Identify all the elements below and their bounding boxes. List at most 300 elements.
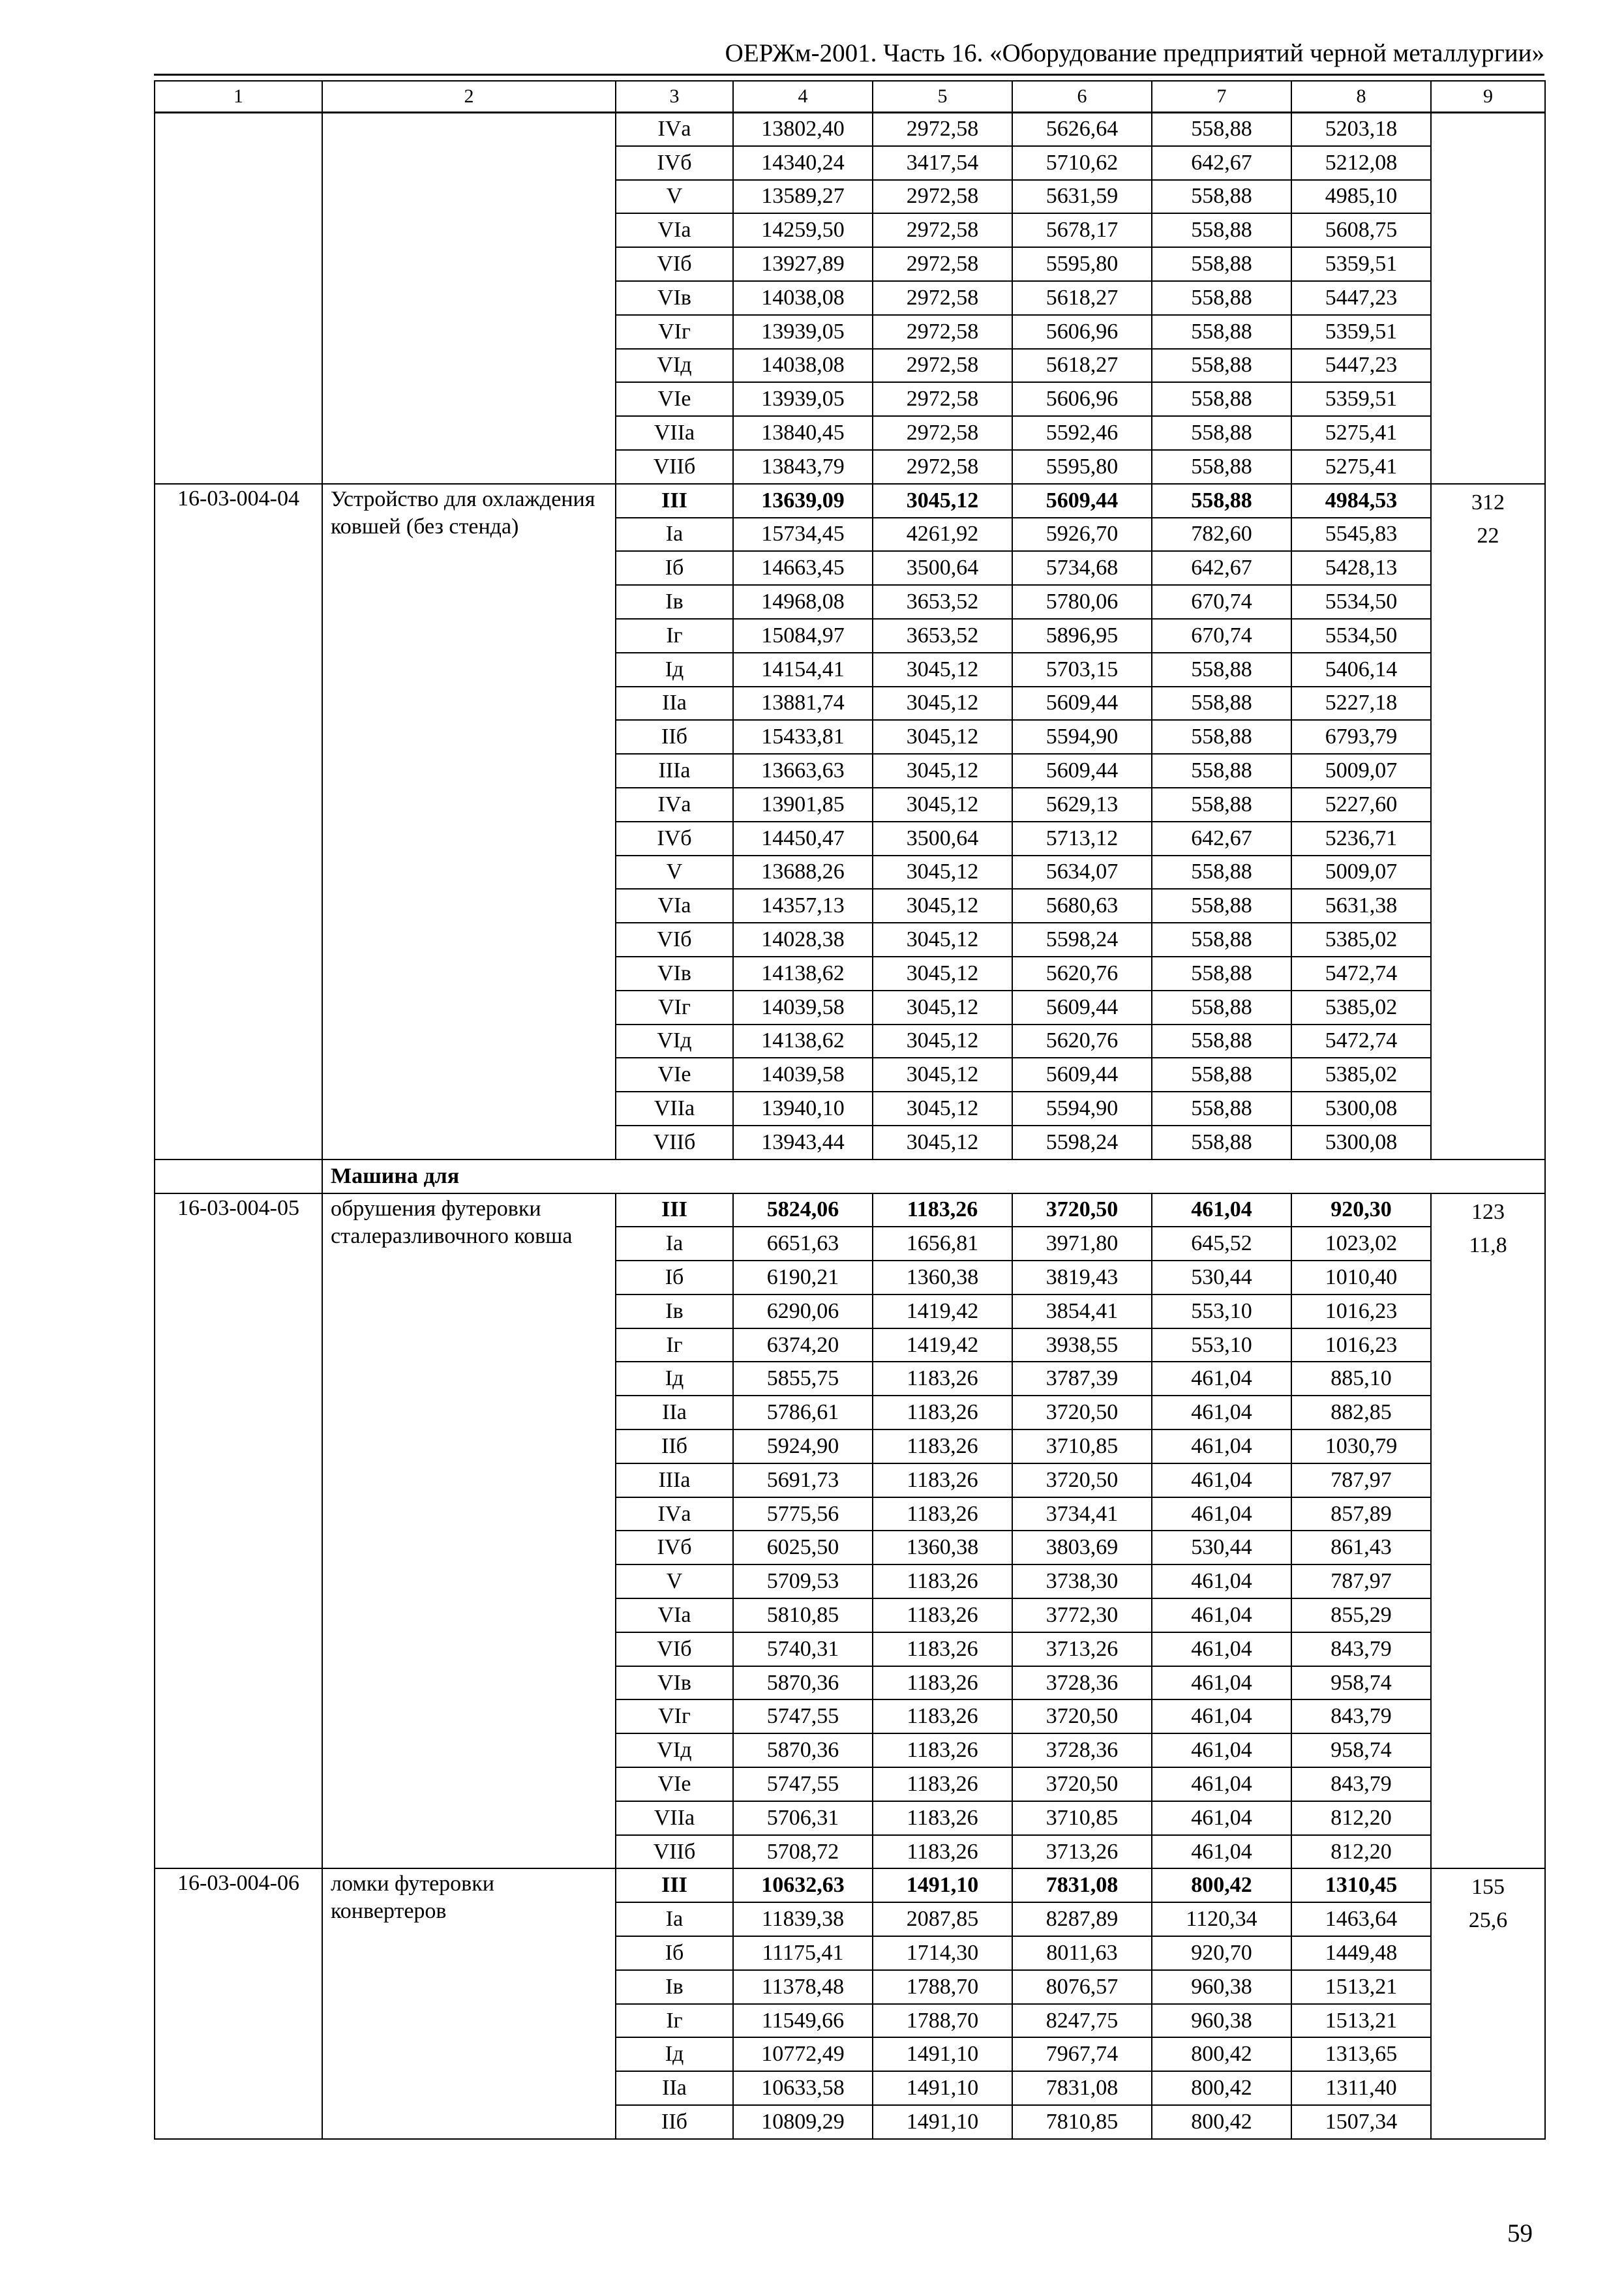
zone-cell: Iб (616, 1936, 733, 1970)
zone-cell: IIб (616, 720, 733, 754)
value-cell: 558,88 (1152, 416, 1291, 450)
column-number: 5 (873, 81, 1012, 112)
value-cell: 5472,74 (1291, 957, 1431, 991)
zone-cell: VIг (616, 991, 733, 1025)
column-number: 2 (322, 81, 616, 112)
value-cell: 11378,48 (733, 1970, 873, 2004)
value-cell: 553,10 (1152, 1328, 1291, 1362)
zone-cell: VIа (616, 1598, 733, 1632)
col9-cell (1431, 112, 1545, 484)
value-cell: 5212,08 (1291, 146, 1431, 180)
zone-cell: IIа (616, 2071, 733, 2105)
name-cell (322, 112, 616, 484)
col9-cell (1431, 484, 1545, 1159)
value-cell: 6793,79 (1291, 720, 1431, 754)
value-cell: 1507,34 (1291, 2105, 1431, 2139)
col9-value: 11,8 (1469, 1233, 1507, 1257)
value-cell: 6290,06 (733, 1294, 873, 1328)
group-title-row (155, 1159, 1545, 1193)
value-cell: 3728,36 (1012, 1733, 1152, 1767)
value-cell: 5708,72 (733, 1835, 873, 1869)
value-cell: 1788,70 (873, 2004, 1012, 2038)
col9-cell (1431, 1868, 1545, 2138)
value-cell: 1183,26 (873, 1564, 1012, 1598)
header-rule (154, 74, 1544, 76)
value-cell: 8076,57 (1012, 1970, 1152, 2004)
value-cell: 3854,41 (1012, 1294, 1152, 1328)
value-cell: 1449,48 (1291, 1936, 1431, 1970)
col9-value: 312 (1471, 490, 1505, 515)
zone-cell: VIд (616, 1733, 733, 1767)
zone-cell: IIб (616, 2105, 733, 2139)
value-cell: 1360,38 (873, 1261, 1012, 1294)
value-cell: 5545,83 (1291, 518, 1431, 552)
value-cell: 558,88 (1152, 856, 1291, 890)
value-cell: 3720,50 (1012, 1193, 1152, 1227)
value-cell: 5598,24 (1012, 1126, 1152, 1159)
value-cell: 787,97 (1291, 1463, 1431, 1497)
value-cell: 5634,07 (1012, 856, 1152, 890)
zone-cell: VIа (616, 889, 733, 923)
zone-cell: Iа (616, 1902, 733, 1936)
zone-cell: IVа (616, 1497, 733, 1531)
value-cell: 1183,26 (873, 1396, 1012, 1429)
column-number: 6 (1012, 81, 1152, 112)
zone-cell: VIIб (616, 450, 733, 484)
value-cell: 5775,56 (733, 1497, 873, 1531)
zone-cell: VIг (616, 1699, 733, 1733)
value-cell: 461,04 (1152, 1632, 1291, 1666)
value-cell: 13840,45 (733, 416, 873, 450)
value-cell: 7831,08 (1012, 2071, 1152, 2105)
value-cell: 2972,58 (873, 180, 1012, 214)
value-cell: 800,42 (1152, 2105, 1291, 2139)
value-cell: 5620,76 (1012, 1025, 1152, 1058)
value-cell: 1656,81 (873, 1227, 1012, 1261)
column-number: 3 (616, 81, 733, 112)
value-cell: 3500,64 (873, 822, 1012, 856)
value-cell: 461,04 (1152, 1362, 1291, 1396)
value-cell: 5703,15 (1012, 653, 1152, 687)
value-cell: 5609,44 (1012, 1058, 1152, 1092)
value-cell: 812,20 (1291, 1835, 1431, 1869)
value-cell: 1419,42 (873, 1328, 1012, 1362)
value-cell: 642,67 (1152, 551, 1291, 585)
value-cell: 800,42 (1152, 2037, 1291, 2071)
col9-value: 123 (1471, 1199, 1505, 1224)
value-cell: 5855,75 (733, 1362, 873, 1396)
value-cell: 558,88 (1152, 720, 1291, 754)
value-cell: 1419,42 (873, 1294, 1012, 1328)
value-cell: 461,04 (1152, 1699, 1291, 1733)
value-cell: 857,89 (1291, 1497, 1431, 1531)
zone-cell: Iа (616, 1227, 733, 1261)
value-cell: 5629,13 (1012, 788, 1152, 822)
value-cell: 843,79 (1291, 1632, 1431, 1666)
value-cell: 3787,39 (1012, 1362, 1152, 1396)
value-cell: 558,88 (1152, 315, 1291, 349)
value-cell: 5300,08 (1291, 1126, 1431, 1159)
value-cell: 855,29 (1291, 1598, 1431, 1632)
value-cell: 5609,44 (1012, 991, 1152, 1025)
value-cell: 6025,50 (733, 1531, 873, 1564)
value-cell: 558,88 (1152, 382, 1291, 416)
value-cell: 5620,76 (1012, 957, 1152, 991)
zone-cell: VIе (616, 382, 733, 416)
value-cell: 5747,55 (733, 1767, 873, 1801)
value-cell: 461,04 (1152, 1666, 1291, 1700)
zone-cell: Iг (616, 619, 733, 653)
zone-cell: VIа (616, 213, 733, 247)
value-cell: 3728,36 (1012, 1666, 1152, 1700)
value-cell: 1311,40 (1291, 2071, 1431, 2105)
value-cell: 5631,59 (1012, 180, 1152, 214)
value-cell: 5608,75 (1291, 213, 1431, 247)
item-code: 16-03-004-04 (155, 484, 322, 1159)
value-cell: 5824,06 (733, 1193, 873, 1227)
value-cell: 8287,89 (1012, 1902, 1152, 1936)
value-cell: 461,04 (1152, 1733, 1291, 1767)
value-cell: 1788,70 (873, 1970, 1012, 2004)
value-cell: 3045,12 (873, 856, 1012, 890)
value-cell: 920,70 (1152, 1936, 1291, 1970)
value-cell: 3045,12 (873, 788, 1012, 822)
table-row (155, 1868, 1545, 1902)
value-cell: 8247,75 (1012, 2004, 1152, 2038)
value-cell: 787,97 (1291, 1564, 1431, 1598)
value-cell: 558,88 (1152, 1025, 1291, 1058)
value-cell: 812,20 (1291, 1801, 1431, 1835)
value-cell: 5631,38 (1291, 889, 1431, 923)
value-cell: 2972,58 (873, 416, 1012, 450)
value-cell: 15084,97 (733, 619, 873, 653)
value-cell: 1183,26 (873, 1801, 1012, 1835)
zone-cell: Iг (616, 1328, 733, 1362)
value-cell: 3738,30 (1012, 1564, 1152, 1598)
zone-cell: VIб (616, 247, 733, 281)
value-cell: 13939,05 (733, 315, 873, 349)
value-cell: 558,88 (1152, 923, 1291, 957)
value-cell: 3720,50 (1012, 1396, 1152, 1429)
value-cell: 5609,44 (1012, 687, 1152, 721)
value-cell: 10809,29 (733, 2105, 873, 2139)
value-cell: 3045,12 (873, 720, 1012, 754)
value-cell: 7831,08 (1012, 1868, 1152, 1902)
value-cell: 1183,26 (873, 1733, 1012, 1767)
value-cell: 670,74 (1152, 585, 1291, 619)
value-cell: 1183,26 (873, 1429, 1012, 1463)
group-title: Машина для (322, 1159, 1545, 1193)
page-number: 59 (1507, 2219, 1533, 2247)
value-cell: 642,67 (1152, 146, 1291, 180)
value-cell: 5385,02 (1291, 1058, 1431, 1092)
value-cell: 3045,12 (873, 991, 1012, 1025)
value-cell: 5691,73 (733, 1463, 873, 1497)
zone-cell: IIа (616, 687, 733, 721)
value-cell: 558,88 (1152, 450, 1291, 484)
col9-cell (1431, 1193, 1545, 1869)
table-row (155, 484, 1545, 518)
value-cell: 1183,26 (873, 1362, 1012, 1396)
value-cell: 10772,49 (733, 2037, 873, 2071)
zone-cell: VIIа (616, 1801, 733, 1835)
value-cell: 558,88 (1152, 1092, 1291, 1126)
value-cell: 5609,44 (1012, 754, 1152, 788)
value-cell: 14450,47 (733, 822, 873, 856)
value-cell: 800,42 (1152, 1868, 1291, 1902)
value-cell: 3803,69 (1012, 1531, 1152, 1564)
value-cell: 3045,12 (873, 687, 1012, 721)
value-cell: 558,88 (1152, 653, 1291, 687)
value-cell: 920,30 (1291, 1193, 1431, 1227)
value-cell: 5595,80 (1012, 247, 1152, 281)
column-number: 7 (1152, 81, 1291, 112)
value-cell: 5606,96 (1012, 382, 1152, 416)
value-cell: 2972,58 (873, 349, 1012, 383)
zone-cell: Iд (616, 653, 733, 687)
value-cell: 5606,96 (1012, 315, 1152, 349)
value-cell: 5534,50 (1291, 585, 1431, 619)
value-cell: 670,74 (1152, 619, 1291, 653)
col9-value: 22 (1477, 523, 1499, 548)
value-cell: 882,85 (1291, 1396, 1431, 1429)
zone-cell: Iг (616, 2004, 733, 2038)
value-cell: 461,04 (1152, 1598, 1291, 1632)
value-cell: 8011,63 (1012, 1936, 1152, 1970)
value-cell: 461,04 (1152, 1564, 1291, 1598)
value-cell: 1183,26 (873, 1463, 1012, 1497)
value-cell: 5594,90 (1012, 720, 1152, 754)
value-cell: 558,88 (1152, 1058, 1291, 1092)
value-cell: 1120,34 (1152, 1902, 1291, 1936)
value-cell: 1016,23 (1291, 1294, 1431, 1328)
value-cell: 14968,08 (733, 585, 873, 619)
value-cell: 4984,53 (1291, 484, 1431, 518)
value-cell: 5428,13 (1291, 551, 1431, 585)
zone-cell: IVб (616, 1531, 733, 1564)
value-cell: 3045,12 (873, 1126, 1012, 1159)
zone-cell: VIв (616, 281, 733, 315)
value-cell: 558,88 (1152, 247, 1291, 281)
price-table (154, 80, 1546, 2140)
value-cell: 4261,92 (873, 518, 1012, 552)
value-cell: 5385,02 (1291, 991, 1431, 1025)
value-cell: 5870,36 (733, 1666, 873, 1700)
value-cell: 3045,12 (873, 923, 1012, 957)
value-cell: 1183,26 (873, 1193, 1012, 1227)
value-cell: 1023,02 (1291, 1227, 1431, 1261)
value-cell: 885,10 (1291, 1362, 1431, 1396)
zone-cell: Iв (616, 1294, 733, 1328)
value-cell: 14154,41 (733, 653, 873, 687)
value-cell: 558,88 (1152, 281, 1291, 315)
value-cell: 5734,68 (1012, 551, 1152, 585)
zone-cell: IIа (616, 1396, 733, 1429)
value-cell: 3720,50 (1012, 1699, 1152, 1733)
value-cell: 461,04 (1152, 1835, 1291, 1869)
value-cell: 13943,44 (733, 1126, 873, 1159)
value-cell: 5713,12 (1012, 822, 1152, 856)
value-cell: 3500,64 (873, 551, 1012, 585)
value-cell: 5926,70 (1012, 518, 1152, 552)
value-cell: 14039,58 (733, 991, 873, 1025)
value-cell: 558,88 (1152, 484, 1291, 518)
value-cell: 15433,81 (733, 720, 873, 754)
column-number: 1 (155, 81, 322, 112)
value-cell: 958,74 (1291, 1666, 1431, 1700)
zone-cell: IIб (616, 1429, 733, 1463)
zone-cell: VIIб (616, 1126, 733, 1159)
zone-cell: VIд (616, 349, 733, 383)
value-cell: 1491,10 (873, 2105, 1012, 2139)
value-cell: 14038,08 (733, 281, 873, 315)
value-cell: 5359,51 (1291, 382, 1431, 416)
value-cell: 3045,12 (873, 957, 1012, 991)
value-cell: 1183,26 (873, 1497, 1012, 1531)
zone-cell: Iв (616, 1970, 733, 2004)
value-cell: 5009,07 (1291, 754, 1431, 788)
value-cell: 3045,12 (873, 754, 1012, 788)
value-cell: 5406,14 (1291, 653, 1431, 687)
value-cell: 14138,62 (733, 1025, 873, 1058)
col9-value: 25,6 (1468, 1908, 1508, 1933)
item-name: ломки футеровки конвертеров (322, 1868, 616, 2138)
value-cell: 5618,27 (1012, 349, 1152, 383)
column-number: 9 (1431, 81, 1545, 112)
value-cell: 558,88 (1152, 889, 1291, 923)
value-cell: 2972,58 (873, 450, 1012, 484)
value-cell: 3713,26 (1012, 1835, 1152, 1869)
value-cell: 1183,26 (873, 1699, 1012, 1733)
value-cell: 5447,23 (1291, 281, 1431, 315)
value-cell: 3653,52 (873, 585, 1012, 619)
value-cell: 2972,58 (873, 281, 1012, 315)
code-cell (155, 112, 322, 484)
value-cell: 5710,62 (1012, 146, 1152, 180)
value-cell: 461,04 (1152, 1429, 1291, 1463)
value-cell: 461,04 (1152, 1463, 1291, 1497)
value-cell: 7967,74 (1012, 2037, 1152, 2071)
zone-cell: Iа (616, 518, 733, 552)
value-cell: 1010,40 (1291, 1261, 1431, 1294)
value-cell: 5609,44 (1012, 484, 1152, 518)
value-cell: 5359,51 (1291, 315, 1431, 349)
value-cell: 1360,38 (873, 1531, 1012, 1564)
value-cell: 5678,17 (1012, 213, 1152, 247)
value-cell: 558,88 (1152, 213, 1291, 247)
value-cell: 1016,23 (1291, 1328, 1431, 1362)
zone-cell: Iд (616, 2037, 733, 2071)
value-cell: 5534,50 (1291, 619, 1431, 653)
value-cell: 14259,50 (733, 213, 873, 247)
zone-cell: IVб (616, 146, 733, 180)
value-cell: 1491,10 (873, 2071, 1012, 2105)
value-cell: 1183,26 (873, 1666, 1012, 1700)
value-cell: 558,88 (1152, 687, 1291, 721)
value-cell: 782,60 (1152, 518, 1291, 552)
value-cell: 13663,63 (733, 754, 873, 788)
zone-cell: V (616, 1564, 733, 1598)
zone-cell: VIIб (616, 1835, 733, 1869)
value-cell: 1513,21 (1291, 2004, 1431, 2038)
value-cell: 5598,24 (1012, 923, 1152, 957)
value-cell: 10633,58 (733, 2071, 873, 2105)
zone-cell: Iв (616, 585, 733, 619)
zone-cell: VIе (616, 1767, 733, 1801)
value-cell: 5740,31 (733, 1632, 873, 1666)
zone-cell: III (616, 1868, 733, 1902)
zone-cell: Iб (616, 551, 733, 585)
value-cell: 13843,79 (733, 450, 873, 484)
zone-cell: V (616, 856, 733, 890)
item-code: 16-03-004-05 (155, 1193, 322, 1869)
value-cell: 13802,40 (733, 112, 873, 146)
value-cell: 5275,41 (1291, 416, 1431, 450)
value-cell: 1030,79 (1291, 1429, 1431, 1463)
table-row (155, 112, 1545, 146)
value-cell: 5680,63 (1012, 889, 1152, 923)
value-cell: 530,44 (1152, 1261, 1291, 1294)
value-cell: 14028,38 (733, 923, 873, 957)
zone-cell: VIд (616, 1025, 733, 1058)
value-cell: 5595,80 (1012, 450, 1152, 484)
running-header: ОЕРЖм-2001. Часть 16. «Оборудование предприятий черной металлургии» (725, 39, 1544, 67)
value-cell: 5009,07 (1291, 856, 1431, 890)
value-cell: 5227,18 (1291, 687, 1431, 721)
value-cell: 558,88 (1152, 1126, 1291, 1159)
value-cell: 1463,64 (1291, 1902, 1431, 1936)
value-cell: 1491,10 (873, 2037, 1012, 2071)
zone-cell: IVа (616, 788, 733, 822)
value-cell: 1183,26 (873, 1835, 1012, 1869)
value-cell: 3045,12 (873, 484, 1012, 518)
zone-cell: Iб (616, 1261, 733, 1294)
value-cell: 13940,10 (733, 1092, 873, 1126)
value-cell: 958,74 (1291, 1733, 1431, 1767)
zone-cell: III (616, 484, 733, 518)
value-cell: 5786,61 (733, 1396, 873, 1429)
value-cell: 960,38 (1152, 1970, 1291, 2004)
value-cell: 14663,45 (733, 551, 873, 585)
col9-value: 155 (1471, 1875, 1505, 1900)
value-cell: 13688,26 (733, 856, 873, 890)
value-cell: 5709,53 (733, 1564, 873, 1598)
value-cell: 3938,55 (1012, 1328, 1152, 1362)
value-cell: 3045,12 (873, 653, 1012, 687)
value-cell: 461,04 (1152, 1497, 1291, 1531)
value-cell: 5359,51 (1291, 247, 1431, 281)
zone-cell: IIIа (616, 1463, 733, 1497)
value-cell: 1714,30 (873, 1936, 1012, 1970)
value-cell: 14357,13 (733, 889, 873, 923)
value-cell: 1313,65 (1291, 2037, 1431, 2071)
value-cell: 2972,58 (873, 382, 1012, 416)
value-cell: 558,88 (1152, 180, 1291, 214)
value-cell: 843,79 (1291, 1767, 1431, 1801)
value-cell: 13589,27 (733, 180, 873, 214)
value-cell: 5747,55 (733, 1699, 873, 1733)
value-cell: 5592,46 (1012, 416, 1152, 450)
value-cell: 558,88 (1152, 112, 1291, 146)
value-cell: 530,44 (1152, 1531, 1291, 1564)
zone-cell: VIб (616, 1632, 733, 1666)
value-cell: 5472,74 (1291, 1025, 1431, 1058)
value-cell: 5780,06 (1012, 585, 1152, 619)
value-cell: 558,88 (1152, 957, 1291, 991)
value-cell: 14039,58 (733, 1058, 873, 1092)
value-cell: 558,88 (1152, 349, 1291, 383)
value-cell: 558,88 (1152, 754, 1291, 788)
